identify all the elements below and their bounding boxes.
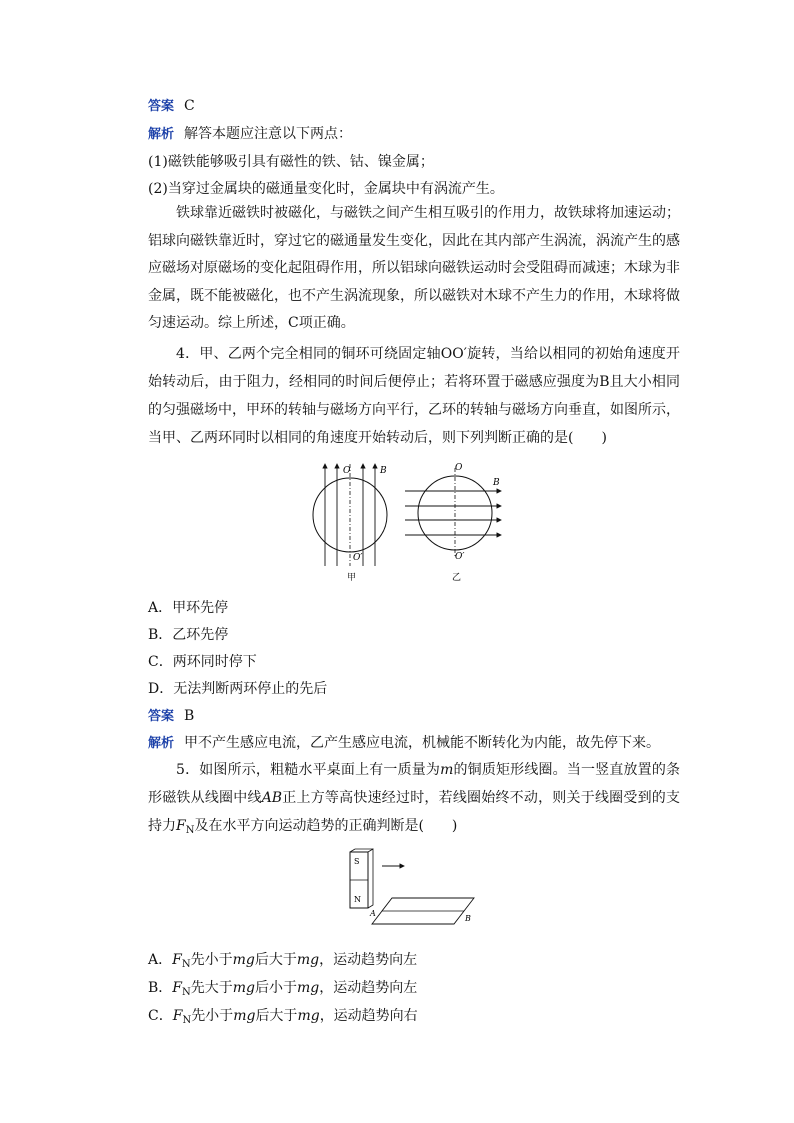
q3-point-2: (2)当穿过金属块的磁通量变化时，金属块中有涡流产生。 [148,181,504,197]
q3-explanation: 铁球靠近磁铁时被磁化，与磁铁之间产生相互吸引的作用力，故铁球将加速运动；铝球向磁铁靠近时，穿过它的磁通量发生变化，因此在其内部产生涡流，涡流产生的感应磁场对原磁场的变化起阻碍作用，所以铝球向磁铁运动时会受阻碍而减速；木球为非金属，既不能被磁化，也不产生涡流现象，所以磁铁对木球不产生力的作用，木球将做匀速运动。综上所述，C项正确。 [148,205,680,331]
q4-option-d: D．无法判断两环停止的先后 [148,681,328,697]
analysis-label: 解析 [148,127,175,142]
ring-yi [405,468,501,558]
force-symbol: F [176,818,186,834]
answer-value: C [184,98,195,114]
analysis-text: 甲不产生感应电流，乙产生感应电流，机械能不断转化为内能，故先停下来。 [184,735,661,751]
answer-value: B [184,708,195,724]
right-axis-top: O [455,463,463,473]
q5-option-c: C．$F_N$先小于mg后大于mg，运动趋势向右 [148,1008,418,1026]
q5-option-a: A．$F_N$先小于mg后大于mg，运动趋势向左 [148,952,418,970]
force-subscript: N [185,825,195,836]
q5-figure [342,848,480,938]
left-axis-top: O [343,466,351,476]
q3-analysis-line [148,124,668,145]
magnet-n-pole: N [354,895,361,904]
right-caption: 乙 [452,573,462,583]
answer-label: 答案 [148,99,175,114]
analysis-lead: 解答本题应注意以下两点： [184,126,353,142]
q4-option-c: C．两环同时停下 [148,654,257,670]
magnet-s-pole: S [354,857,360,866]
mass-symbol: m [440,762,454,778]
point-b: B [465,914,471,923]
q4-stem: 4．甲、乙两个完全相同的铜环可绕固定轴OO′旋转，当给以相同的初始角速度开始转动后，由于阻力，经相同的时间后便停止；若将环置于磁感应强度为B且大小相同的匀强磁场中，甲环的转轴与磁场方向平行，乙环的转轴与磁场方向垂直，如图所示，当甲、乙两环同时以相同的角速度开始转动后，则下列判断正确的是( ) [148,346,680,446]
q3-answer-line [148,96,668,117]
q4-option-a: A．甲环先停 [148,600,229,616]
right-axis-bottom: O′ [455,552,465,562]
q4-analysis-line [148,733,668,754]
left-field-label: B [380,466,387,476]
q4-option-b: B．乙环先停 [148,627,229,643]
q5-option-b: B．$F_N$先大于mg后小于mg，运动趋势向左 [148,980,418,998]
left-axis-bottom: O′ [353,553,363,563]
q4-answer-line [148,706,668,727]
left-caption: 甲 [347,573,357,583]
answer-label: 答案 [148,709,175,724]
ring-jia [313,464,387,566]
q5-stem: 5．如图所示，粗糙水平桌面上有一质量为m的铜质矩形线圈。当一竖直放置的条形磁铁从线圈中线AB正上方等高快速经过时，若线圈始终不动，则关于线圈受到的支持力$F_N$及在水平方向运动趋势的正确判断是( ) [148,762,681,836]
q3-point-1: (1)磁铁能够吸引具有磁性的铁、钴、镍金属； [148,154,434,170]
q4-figure [305,458,520,586]
line-symbol: AB [261,790,283,806]
right-field-label: B [493,478,500,488]
point-a: A [370,909,376,918]
analysis-label: 解析 [148,736,175,751]
